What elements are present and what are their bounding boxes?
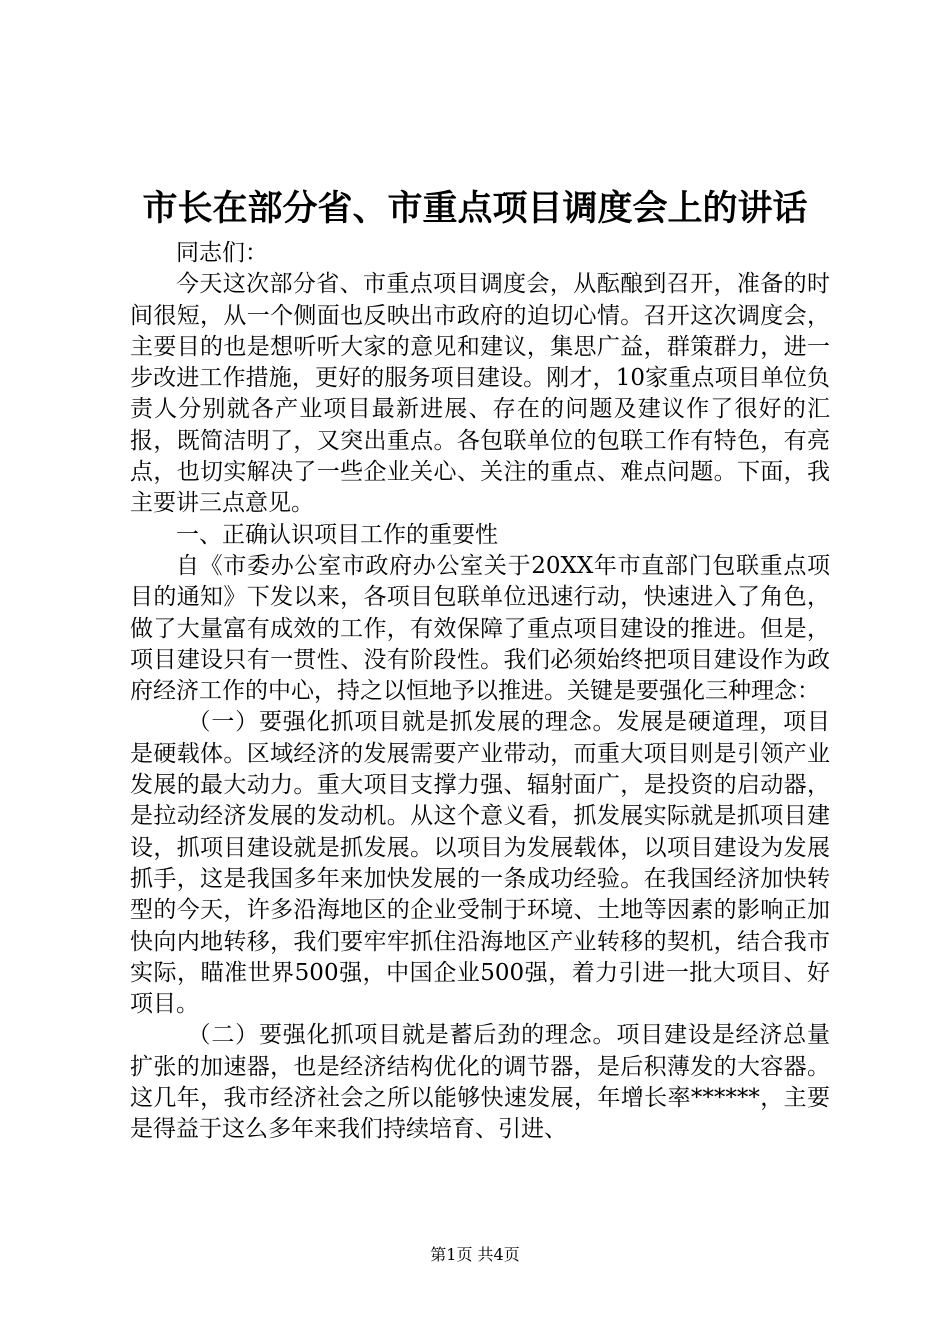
document-body bbox=[130, 238, 830, 1146]
page-footer: 第1页 共4页 bbox=[430, 1245, 520, 1264]
document-title: 市长在部分省、市重点项目调度会上的讲话 bbox=[142, 188, 808, 229]
salutation: 同志们： bbox=[176, 240, 268, 266]
paragraph: 今天这次部分省、市重点项目调度会，从酝酿到召开，准备的时间很短，从一个侧面也反映出市政府的迫切心情。召开这次调度会，主要目的也是想听听大家的意见和建议，集思广益，群策群力，进一步改进工作措施，更好的服务项目建设。刚才，10家重点项目单位负责人分别就各产业项目最新进展、存在的问题及建议作了很好的汇报，既简洁明了，又突出重点。各包联单位的包联工作有特色，有亮点，也切实解决了一些企业关心、关注的重点、难点问题。下面，我主要讲三点意见。 bbox=[130, 271, 830, 517]
section-heading: 一、正确认识项目工作的重要性 bbox=[176, 521, 498, 548]
subsection-paragraph: （二）要强化抓项目就是蓄后劲的理念。项目建设是经济总量扩张的加速器，也是经济结构优化的调节器，是后积薄发的大容器。这几年，我市经济社会之所以能够快速发展，年增长率******，主要是得益于这么多年来我们持续培育、引进、 bbox=[130, 1022, 830, 1143]
paragraph: 自《市委办公室市政府办公室关于20XX年市直部门包联重点项目的通知》下发以来，各项目包联单位迅速行动，快速进入了角色，做了大量富有成效的工作，有效保障了重点项目建设的推进。但是，项目建设只有一贯性、没有阶段性。我们必须始终把项目建设作为政府经济工作的中心，持之以恒地予以推进。关键是要强化三种理念： bbox=[130, 552, 830, 705]
subsection-paragraph: （一）要强化抓项目就是抓发展的理念。发展是硬道理，项目是硬载体。区域经济的发展需要产业带动，而重大项目则是引领产业发展的最大动力。重大项目支撑力强、辐射面广，是投资的启动器，是拉动经济发展的发动机。从这个意义看，抓发展实际就是抓项目建设，抓项目建设就是抓发展。以项目为发展载体，以项目建设为发展抓手，这是我国多年来加快发展的一条成功经验。在我国经济加快转型的今天，许多沿海地区的企业受制于环境、土地等因素的影响正加快向内地转移，我们要牢牢抓住沿海地区产业转移的契机，结合我市实际，瞄准世界500强，中国企业500强，着力引进一批大项目、好项目。 bbox=[130, 709, 830, 1018]
